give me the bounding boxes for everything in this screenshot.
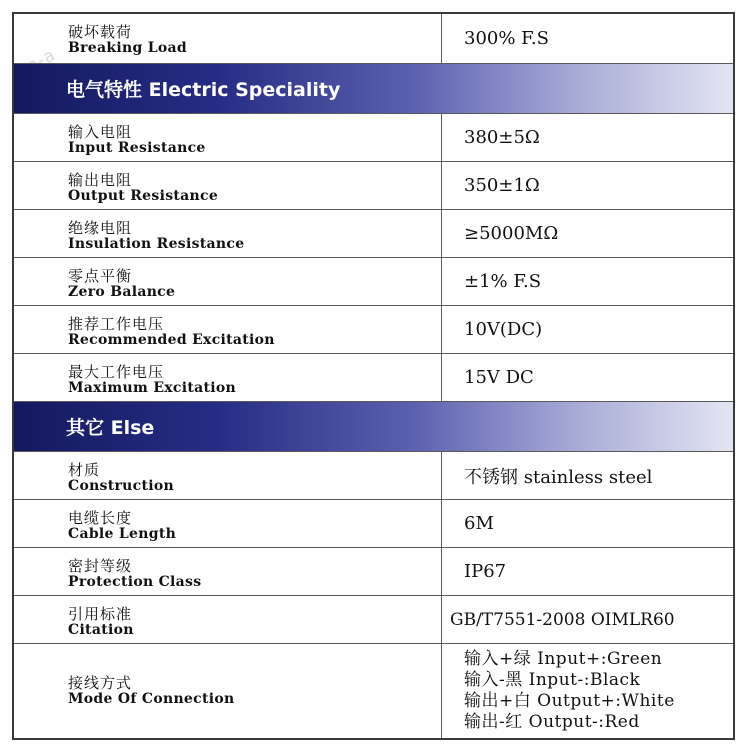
- table-row-connection: [14, 644, 733, 738]
- connection-values: [442, 644, 733, 738]
- row-value: 300% F.S: [464, 28, 549, 49]
- row-value: GB/T7551-2008 OIMLR60: [450, 609, 675, 630]
- row-label: [14, 258, 442, 305]
- label-zh: 电缆长度: [68, 509, 133, 527]
- label-zh: 密封等级: [68, 557, 133, 575]
- label-zh: 接线方式: [68, 674, 133, 692]
- row-value: 350±1Ω: [464, 175, 540, 196]
- table-row: [14, 500, 733, 548]
- label-zh: 最大工作电压: [68, 363, 165, 381]
- label-en: Breaking Load: [68, 40, 187, 56]
- row-value: 不锈钢 stainless steel: [464, 466, 653, 488]
- row-label: [14, 354, 442, 401]
- row-label: [14, 114, 442, 161]
- label-zh: 破坏载荷: [68, 23, 133, 41]
- label-zh: 推荐工作电压: [68, 315, 165, 333]
- row-value: IP67: [464, 561, 507, 582]
- table-row: [14, 354, 733, 402]
- row-value: ±1% F.S: [464, 271, 542, 292]
- section-header-electric: 电气特性 Electric Speciality: [14, 64, 733, 114]
- table-row: [14, 162, 733, 210]
- table-row: [14, 596, 733, 644]
- connection-line: 输出+白 Output+:White: [464, 691, 675, 711]
- table-row: [14, 452, 733, 500]
- row-label: [14, 210, 442, 257]
- row-value: 15V DC: [464, 367, 534, 388]
- row-value: 380±5Ω: [464, 127, 540, 148]
- table-row: [14, 258, 733, 306]
- row-label: [14, 306, 442, 353]
- label-en: Zero Balance: [68, 284, 176, 300]
- label-zh: 零点平衡: [68, 267, 133, 285]
- label-en: Cable Length: [68, 526, 177, 542]
- row-label: [14, 500, 442, 547]
- connection-line: 输入+绿 Input+:Green: [464, 649, 663, 669]
- row-label: [14, 548, 442, 595]
- row-label: [14, 14, 442, 63]
- label-en: Protection Class: [68, 574, 202, 590]
- connection-line: 输出-红 Output-:Red: [464, 712, 640, 732]
- row-label: [14, 162, 442, 209]
- label-zh: 输入电阻: [68, 123, 133, 141]
- table-row: [14, 114, 733, 162]
- label-zh: 材质: [68, 461, 101, 479]
- label-en: Insulation Resistance: [68, 236, 245, 252]
- row-value: 6M: [464, 513, 494, 534]
- row-label: [14, 452, 442, 499]
- label-en: Output Resistance: [68, 188, 219, 204]
- connection-line: 输入-黑 Input-:Black: [464, 670, 641, 690]
- label-zh: 输出电阻: [68, 171, 133, 189]
- table-row: [14, 548, 733, 596]
- label-en: Maximum Excitation: [68, 380, 237, 396]
- label-en: Construction: [68, 478, 174, 494]
- row-label: [14, 644, 442, 738]
- row-value: 10V(DC): [464, 319, 543, 340]
- row-label: [14, 596, 442, 643]
- section-header-else: 其它 Else: [14, 402, 733, 452]
- table-row-breaking-load: [14, 14, 733, 64]
- label-en: Citation: [68, 622, 134, 638]
- label-en: Recommended Excitation: [68, 332, 275, 348]
- row-value: ≥5000MΩ: [464, 223, 559, 244]
- label-en: Input Resistance: [68, 140, 206, 156]
- table-row: [14, 210, 733, 258]
- label-zh: 绝缘电阻: [68, 219, 133, 237]
- spec-table: [12, 12, 735, 740]
- label-zh: 引用标准: [68, 605, 133, 623]
- table-row: [14, 306, 733, 354]
- label-en: Mode Of Connection: [68, 691, 235, 707]
